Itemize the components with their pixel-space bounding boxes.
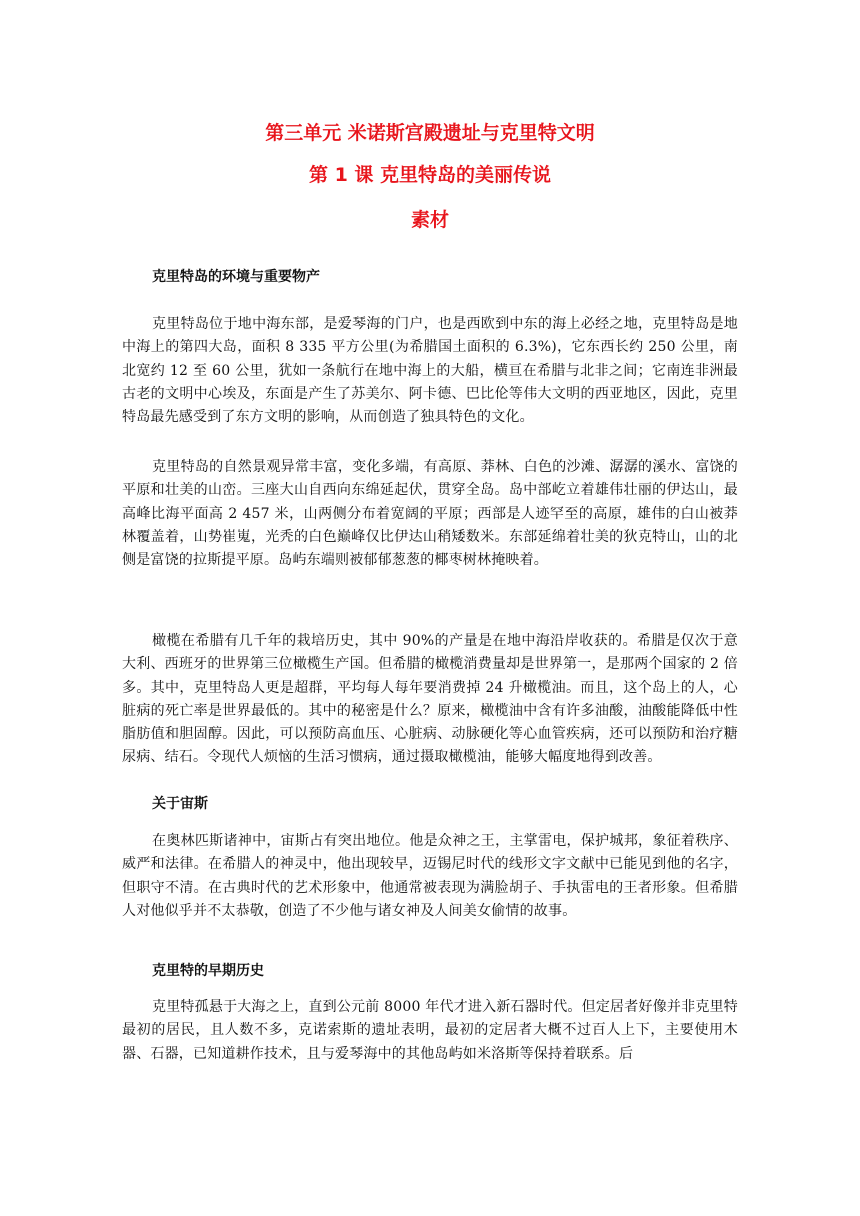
paragraph-zeus: 在奥林匹斯诸神中，宙斯占有突出地位。他是众神之王，主掌雷电，保护城邦，象征着秩序、威严和法律。在希腊人的神灵中，他出现较早，迈锡尼时代的线形文字文献中已能见到他的名字，但职守不清。在古典时代的艺术形象中，他通常被表现为满脸胡子、手执雷电的王者形象。但希腊人对他似乎并不太恭敬，创造了不少他与诸女神及人间美女偷情的故事。 [122,833,738,919]
paragraph-early-history: 克里特孤悬于大海之上，直到公元前 8000 年代才进入新石器时代。但定居者好像并非克里特最初的居民，且人数不多，克诺索斯的遗址表明，最初的定居者大概不过百人上下，主要使用木器、石器，已知道耕作技术，且与爱琴海中的其他岛屿如米洛斯等保持着联系。后 [122,999,738,1062]
section-heading-zeus: 关于宙斯 [152,796,208,812]
section-heading-environment: 克里特岛的环境与重要物产 [152,269,320,285]
lesson-title: 第 1 课 克里特岛的美丽传说 [308,164,552,186]
paragraph-olive: 橄榄在希腊有几千年的栽培历史，其中 90%的产量是在地中海沿岸收获的。希腊是仅次于意大利、西班牙的世界第三位橄榄生产国。但希腊的橄榄消费量却是世界第一，是那两个国家的 2 倍多。其中，克里特岛人更是超群，平均每人每年要消费掉 24 升橄榄油。而且，这个岛上的人，心脏病的死亡率是世界最低的。其中的秘密是什么？原来，橄榄油中含有许多油酸，油酸能降低中性脂肪值和胆固醇。因此，可以预防高血压、心脏病、动脉硬化等心血管疾病，还可以预防和治疗糖尿病、结石。令现代人烦恼的生活习惯病，通过摄取橄榄油，能够大幅度地得到改善。 [122,633,738,766]
section-heading-early-history: 克里特的早期历史 [152,963,264,979]
unit-title: 第三单元 米诺斯宫殿遗址与克里特文明 [265,122,595,144]
material-title: 素材 [410,209,449,231]
paragraph-landscape: 克里特岛的自然景观异常丰富，变化多端，有高原、莽林、白色的沙滩、潺潺的溪水、富饶的平原和壮美的山峦。三座大山自西向东绵延起伏，贯穿全岛。岛中部屹立着雄伟壮丽的伊达山，最高峰比海平面高 2 457 米，山两侧分布着宽阔的平原；西部是人迹罕至的高原，雄伟的白山被莽林覆盖着，山势崔嵬，光秃的白色巅峰仅比伊达山稍矮数米。东部延绵着壮美的狄克特山，山的北侧是富饶的拉斯提平原。岛屿东端则被郁郁葱葱的椰枣树林掩映着。 [122,459,738,569]
paragraph-location: 克里特岛位于地中海东部，是爱琴海的门户，也是西欧到中东的海上必经之地，克里特岛是地中海上的第四大岛，面积 8 335 平方公里(为希腊国土面积的 6.3%)，它东西长约 250 公里，南北宽约 12 至 60 公里，犹如一条航行在地中海上的大船，横亘在希腊与北非之间；它南连非洲最古老的文明中心埃及，东面是产生了苏美尔、阿卡德、巴比伦等伟大文明的西亚地区，因此，克里特岛最先感受到了东方文明的影响，从而创造了独具特色的文化。 [122,316,738,426]
